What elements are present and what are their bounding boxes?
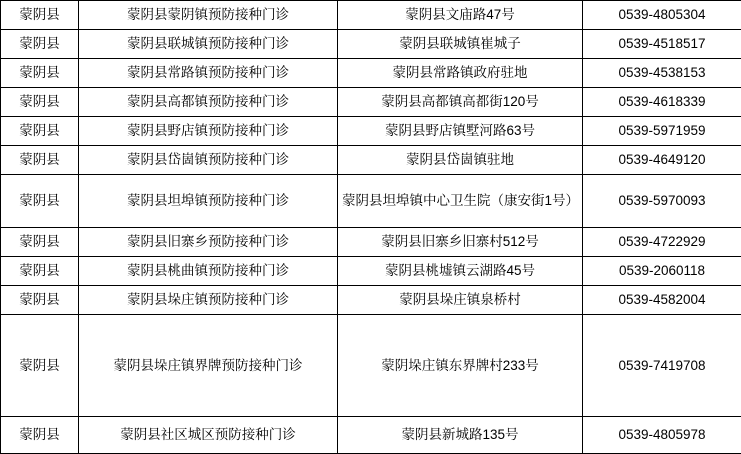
cell-county: 蒙阴县 [1, 286, 79, 315]
cell-address: 蒙阴县高都镇高都街120号 [338, 88, 583, 117]
cell-address: 蒙阴县岱崮镇驻地 [338, 146, 583, 175]
cell-address: 蒙阴县旧寨乡旧寨村512号 [338, 228, 583, 257]
table-row [1, 88, 741, 117]
cell-phone: 0539-4722929 [583, 228, 741, 257]
cell-county: 蒙阴县 [1, 417, 79, 454]
cell-county: 蒙阴县 [1, 175, 79, 228]
cell-address: 蒙阴县常路镇政府驻地 [338, 59, 583, 88]
cell-county: 蒙阴县 [1, 59, 79, 88]
cell-clinic-name: 蒙阴县桃曲镇预防接种门诊 [79, 257, 338, 286]
table-row [1, 59, 741, 88]
table-body [1, 1, 741, 454]
table-row [1, 286, 741, 315]
cell-clinic-name: 蒙阴县高都镇预防接种门诊 [79, 88, 338, 117]
cell-phone: 0539-2060118 [583, 257, 741, 286]
cell-phone: 0539-7419708 [583, 315, 741, 417]
cell-clinic-name: 蒙阴县社区城区预防接种门诊 [79, 417, 338, 454]
cell-address: 蒙阴县联城镇崔城子 [338, 30, 583, 59]
cell-clinic-name: 蒙阴县岱崮镇预防接种门诊 [79, 146, 338, 175]
cell-clinic-name: 蒙阴县常路镇预防接种门诊 [79, 59, 338, 88]
cell-address: 蒙阴县文庙路47号 [338, 1, 583, 30]
cell-phone: 0539-5970093 [583, 175, 741, 228]
table-row [1, 146, 741, 175]
cell-phone: 0539-4518517 [583, 30, 741, 59]
cell-address: 蒙阴县野店镇墅河路63号 [338, 117, 583, 146]
table-row [1, 417, 741, 454]
cell-phone: 0539-4805304 [583, 1, 741, 30]
cell-clinic-name: 蒙阴县垛庄镇预防接种门诊 [79, 286, 338, 315]
table-row [1, 315, 741, 417]
cell-clinic-name: 蒙阴县蒙阴镇预防接种门诊 [79, 1, 338, 30]
table-row [1, 175, 741, 228]
cell-address: 蒙阴县坦埠镇中心卫生院（康安街1号） [338, 175, 583, 228]
cell-county: 蒙阴县 [1, 228, 79, 257]
cell-address: 蒙阴县新城路135号 [338, 417, 583, 454]
cell-clinic-name: 蒙阴县旧寨乡预防接种门诊 [79, 228, 338, 257]
cell-address: 蒙阴垛庄镇东界牌村233号 [338, 315, 583, 417]
cell-phone: 0539-4538153 [583, 59, 741, 88]
cell-county: 蒙阴县 [1, 1, 79, 30]
table-row [1, 1, 741, 30]
table-row [1, 257, 741, 286]
cell-county: 蒙阴县 [1, 88, 79, 117]
cell-phone: 0539-4649120 [583, 146, 741, 175]
cell-county: 蒙阴县 [1, 30, 79, 59]
cell-phone: 0539-4805978 [583, 417, 741, 454]
cell-phone: 0539-5971959 [583, 117, 741, 146]
cell-clinic-name: 蒙阴县垛庄镇界牌预防接种门诊 [79, 315, 338, 417]
cell-county: 蒙阴县 [1, 257, 79, 286]
cell-clinic-name: 蒙阴县坦埠镇预防接种门诊 [79, 175, 338, 228]
cell-phone: 0539-4582004 [583, 286, 741, 315]
cell-address: 蒙阴县桃墟镇云湖路45号 [338, 257, 583, 286]
cell-county: 蒙阴县 [1, 146, 79, 175]
cell-clinic-name: 蒙阴县野店镇预防接种门诊 [79, 117, 338, 146]
table-row [1, 30, 741, 59]
cell-county: 蒙阴县 [1, 315, 79, 417]
cell-address: 蒙阴县垛庄镇泉桥村 [338, 286, 583, 315]
table-row [1, 117, 741, 146]
cell-clinic-name: 蒙阴县联城镇预防接种门诊 [79, 30, 338, 59]
cell-county: 蒙阴县 [1, 117, 79, 146]
table-row [1, 228, 741, 257]
cell-phone: 0539-4618339 [583, 88, 741, 117]
